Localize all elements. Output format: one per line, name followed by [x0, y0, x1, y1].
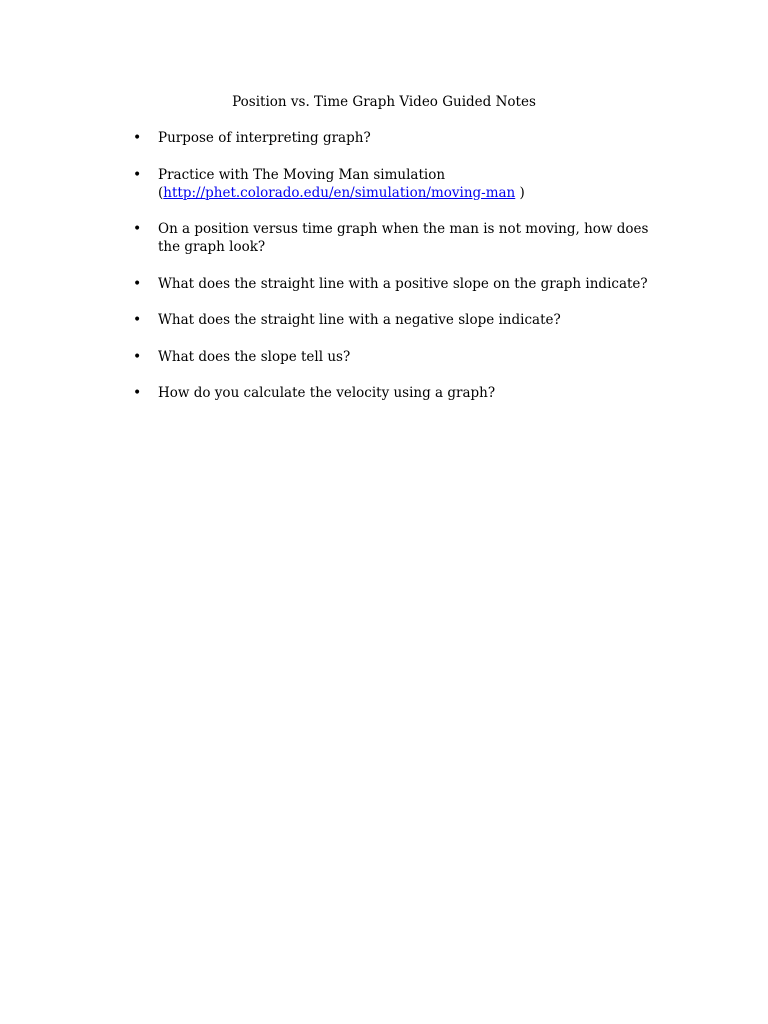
bullet-icon: • [133, 385, 142, 401]
list-item [130, 348, 660, 366]
list-item [130, 220, 660, 256]
list-item [130, 311, 660, 329]
link-open-paren: ( [158, 184, 164, 201]
item-text: What does the straight line with a positive slope on the graph indicate? [158, 275, 648, 292]
list-item [130, 275, 660, 293]
list-item [130, 129, 660, 147]
notes-list [130, 129, 660, 421]
item-text: On a position versus time graph when the man is not moving, how does the graph look? [158, 221, 649, 255]
list-item [130, 166, 660, 202]
item-text: Practice with The Moving Man simulation [158, 166, 446, 183]
bullet-icon: • [133, 130, 142, 146]
bullet-icon: • [133, 166, 142, 183]
bullet-icon: • [133, 348, 142, 365]
bullet-icon: • [133, 275, 142, 292]
document-title: Position vs. Time Graph Video Guided Notes [232, 94, 536, 110]
item-text: Purpose of interpreting graph? [158, 130, 371, 146]
bullet-icon: • [133, 312, 142, 328]
item-text: What does the straight line with a negative slope indicate? [158, 312, 561, 328]
bullet-icon: • [133, 221, 142, 237]
item-text: How do you calculate the velocity using a graph? [158, 385, 496, 401]
link-close-paren: ) [515, 184, 525, 201]
item-text: What does the slope tell us? [158, 348, 351, 365]
simulation-link[interactable]: http://phet.colorado.edu/en/simulation/moving-man [163, 184, 516, 201]
list-item [130, 384, 660, 402]
